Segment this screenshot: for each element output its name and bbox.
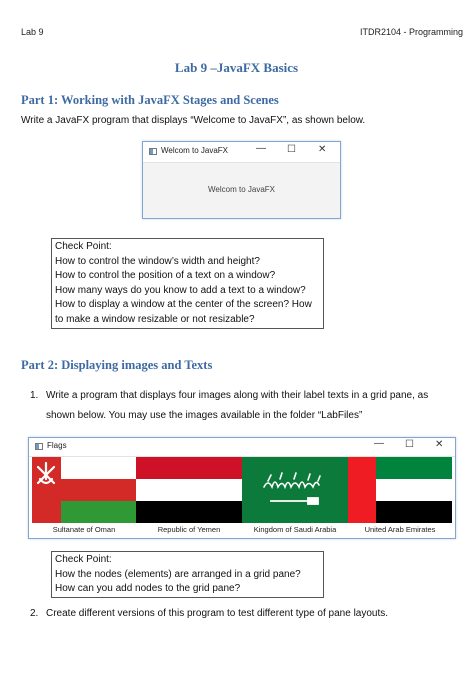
list-item-text: Write a program that displays four images along with their label texts in a grid pane, as <box>46 390 429 401</box>
header-left: Lab 9 <box>21 27 44 37</box>
part1-instruction: Write a JavaFX program that displays “Welcome to JavaFX”, as shown below. <box>21 115 366 126</box>
saudi-caption: Kingdom of Saudi Arabia <box>253 525 337 534</box>
part2-heading: Part 2: Displaying images and Texts <box>21 358 213 372</box>
saudi-flag <box>242 457 348 523</box>
checkpoint-line: How to control the window’s width and height? <box>55 255 260 267</box>
list-item-text: Create different versions of this program to test different type of pane layouts. <box>46 608 389 619</box>
header-right: ITDR2104 - Programming <box>359 27 463 37</box>
checkpoint-line: How to control the position of a text on a window? <box>55 270 276 281</box>
uae-flag <box>348 457 452 523</box>
welcome-window <box>142 141 341 219</box>
minimize-button[interactable]: — <box>256 143 266 154</box>
flags-window <box>28 437 456 539</box>
checkpoint-line: How many ways do you know to add a text to a window? <box>55 284 306 296</box>
part1-checkpoint <box>51 238 324 329</box>
app-window-icon <box>35 443 43 450</box>
page-title: Lab 9 –JavaFX Basics <box>174 60 299 75</box>
welcome-window-title: Welcom to JavaFX <box>161 146 228 155</box>
maximize-button[interactable]: ☐ <box>405 439 414 450</box>
list-number: 1. <box>30 390 39 401</box>
checkpoint-line: to make a window resizable or not resizable? <box>55 313 255 325</box>
checkpoint-line: How the nodes (elements) are arranged in a grid pane? <box>55 568 301 580</box>
oman-flag <box>32 457 136 523</box>
flags-window-title: Flags <box>47 441 67 450</box>
welcome-text: Welcom to JavaFX <box>208 185 275 194</box>
part1-heading: Part 1: Working with JavaFX Stages and Scenes <box>21 93 279 107</box>
checkpoint-heading: Check Point: <box>55 241 112 252</box>
yemen-flag <box>136 457 242 523</box>
minimize-button[interactable]: — <box>374 438 384 449</box>
list-item-text: shown below. You may use the images available in the folder “LabFiles” <box>46 410 363 421</box>
maximize-button[interactable]: ☐ <box>287 144 296 155</box>
uae-caption: United Arab Emirates <box>364 525 436 534</box>
close-button[interactable]: ✕ <box>435 439 444 450</box>
welcome-window-content <box>143 163 340 218</box>
list-number: 2. <box>30 608 39 619</box>
yemen-caption: Republic of Yemen <box>157 525 221 534</box>
welcome-window-titlebar <box>143 142 340 163</box>
checkpoint-heading: Check Point: <box>55 554 112 565</box>
flags-window-titlebar <box>29 438 455 457</box>
app-window-icon <box>149 148 157 155</box>
oman-caption: Sultanate of Oman <box>52 525 116 534</box>
close-button[interactable]: ✕ <box>318 144 327 155</box>
checkpoint-line: How to display a window at the center of the screen? How <box>55 299 312 310</box>
part2-checkpoint <box>51 551 324 598</box>
checkpoint-line: How can you add nodes to the grid pane? <box>55 583 241 594</box>
